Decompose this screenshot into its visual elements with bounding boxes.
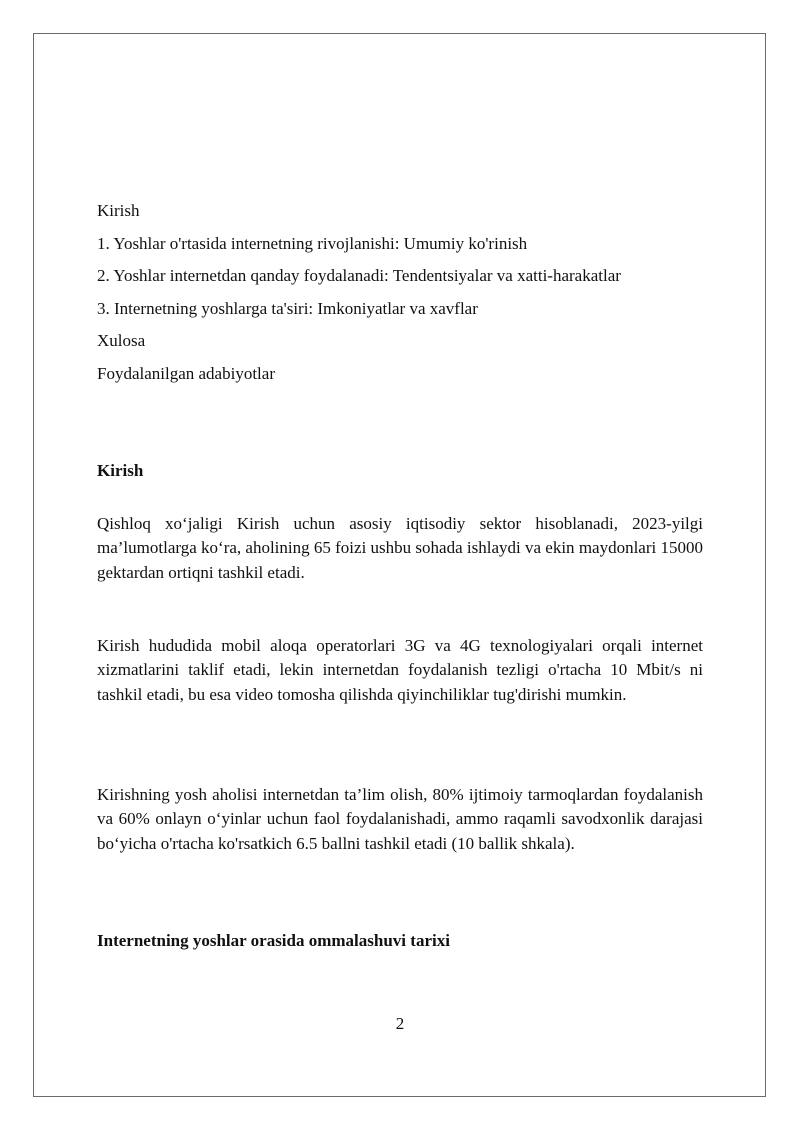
document-body <box>97 200 703 950</box>
toc-item-intro: Kirish <box>97 201 140 220</box>
section-heading-intro: Kirish <box>97 461 144 480</box>
toc-item-conclusion: Xulosa <box>97 331 146 350</box>
toc-item-references: Foydalanilgan adabiyotlar <box>97 363 275 383</box>
table-of-contents <box>97 200 703 385</box>
paragraph-youth-usage: Kirishning yosh aholisi internetdan ta’lim olish, 80% ijtimoiy tarmoqlardan foydalanish va 60% onlayn o‘yinlar uchun faol foydalanishadi, ammo raqamli savodxonlik darajasi bo‘yicha o'rtacha ko'rsatkich 6.5 ballni tashkil etadi (10 ballik shkala). <box>97 785 703 853</box>
toc-item-2: 2. Yoshlar internetdan qanday foydalanadi: Tendentsiyalar va xatti-harakatlar <box>97 266 621 285</box>
section-heading-history: Internetning yoshlar orasida ommalashuvi tarixi <box>97 931 450 950</box>
paragraph-agriculture: Qishloq xo‘jaligi Kirish uchun asosiy iqtisodiy sektor hisoblanadi, 2023-yilgi ma’lumotlarga ko‘ra, aholining 65 foizi ushbu sohada ishlaydi va ekin maydonlari 15000 gektardan ortiqni tashkil etadi. <box>97 514 703 582</box>
toc-item-3: 3. Internetning yoshlarga ta'siri: Imkoniyatlar va xavflar <box>97 298 478 318</box>
page-number: 2 <box>395 1014 405 1033</box>
paragraph-mobile-internet: Kirish hududida mobil aloqa operatorlari 3G va 4G texnologiyalari orqali internet xizmatlarini taklif etadi, lekin internetdan foydalanish tezligi o'rtacha 10 Mbit/s ni tashkil etadi, bu esa video tomosha qilishda qiyinchiliklar tug'dirishi mumkin. <box>97 636 703 704</box>
toc-item-1: 1. Yoshlar o'rtasida internetning rivojlanishi: Umumiy ko'rinish <box>97 233 528 253</box>
